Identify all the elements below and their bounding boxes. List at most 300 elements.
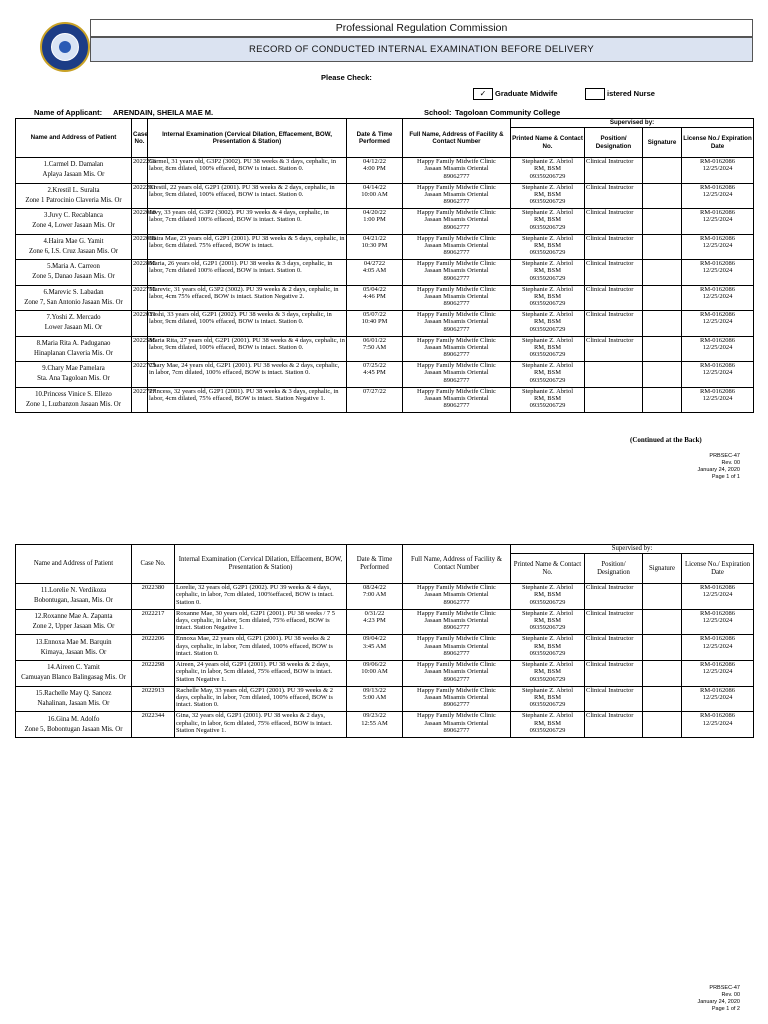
license-number: RM-0162086 (700, 661, 736, 669)
facility-name: Happy Family Midwife Clinic (417, 336, 496, 344)
supervisor-title: RM, BSM (533, 694, 562, 702)
license-number: RM-0162086 (700, 362, 736, 369)
facility-contact: 89062777 (443, 300, 470, 308)
col-header-license: License No./ Expiration Date (682, 128, 754, 158)
supervisor-contact: 09359206729 (529, 249, 566, 257)
patient-address: Zone 1 Patrocinio Claveria Mis. Or (25, 196, 122, 204)
patient-cell (16, 609, 132, 635)
col-header-printed: Printed Name & Contact No. (511, 128, 585, 158)
supervisor-cell (511, 635, 585, 661)
patient-address: Zone 6, I.S. Cruz Jasaan Mis. Or (28, 247, 119, 255)
facility-name: Happy Family Midwife Clinic (417, 686, 496, 694)
facility-name: Happy Family Midwife Clinic (417, 209, 496, 216)
patient-cell (16, 661, 132, 687)
supervisor-title: RM, BSM (533, 343, 562, 351)
patient-name: 11.Lorelie N. Verdikoza (40, 587, 107, 595)
date-time-cell (347, 234, 403, 260)
exam-time: 1:00 PM (363, 216, 386, 224)
patient-address: Hinaplanan Claveria Mis. Or (34, 349, 113, 357)
case-number: 2022913 (132, 686, 175, 712)
license-expiry: 12/25/2024 (702, 591, 733, 599)
date-time-cell (347, 336, 403, 362)
exam-time: 5:00 AM (362, 694, 387, 702)
exam-date: 09/06/22 (362, 661, 387, 669)
case-number: 2022217 (132, 609, 175, 635)
supervisor-cell (511, 387, 585, 413)
facility-contact: 89062777 (443, 223, 470, 231)
graduate-midwife-checkbox[interactable]: ✓ (473, 88, 493, 100)
date-time-cell (347, 158, 403, 184)
please-check-label: Please Check: (321, 73, 372, 82)
date-time-cell (347, 260, 403, 286)
license-expiry: 12/25/2024 (702, 394, 733, 402)
registered-nurse-checkbox[interactable] (585, 88, 605, 100)
facility-name: Happy Family Midwife Clinic (417, 661, 496, 669)
license-cell (682, 234, 754, 260)
signature-cell[interactable] (643, 158, 682, 184)
patient-cell (16, 260, 132, 286)
license-cell (682, 285, 754, 311)
signature-cell[interactable] (643, 686, 682, 712)
patient-cell (16, 712, 132, 738)
supervisor-contact: 09359206729 (529, 376, 566, 384)
patient-address: Zone 2, Upper Jasaan Mis. Or (32, 623, 115, 631)
supervisor-name: Stephanie Z. Abriol (521, 387, 574, 395)
position-cell: Clinical Instructor (585, 285, 643, 311)
license-number: RM-0162086 (700, 584, 736, 591)
license-cell (682, 584, 754, 610)
patient-name: 7.Yoshi Z. Mercado (46, 314, 101, 322)
exam-date: 04/2722 (363, 260, 386, 267)
date-time-cell (347, 661, 403, 687)
supervisor-title: RM, BSM (533, 394, 562, 402)
exam-date: 07/25/22 (362, 362, 387, 369)
exam-date: 04/20/22 (362, 209, 387, 216)
supervisor-name: Stephanie Z. Abriol (521, 336, 574, 344)
supervisor-cell (511, 234, 585, 260)
exam-date: 09/13/22 (362, 686, 387, 694)
prc-seal-logo (40, 22, 90, 72)
supervisor-cell (511, 362, 585, 388)
patient-address: Kimaya, Jasaan Mis. Or (40, 648, 107, 656)
signature-cell[interactable] (643, 609, 682, 635)
facility-cell (403, 609, 511, 635)
date-time-cell (347, 712, 403, 738)
col-header-facility: Full Name, Address of Facility & Contact Number (403, 545, 511, 584)
license-number: RM-0162086 (700, 209, 736, 216)
signature-cell[interactable] (643, 336, 682, 362)
exam-findings: Haira Mae, 23 years old, G2P1 (2001). PU 38 weeks & 5 days, cephalic, in labor, 6cm dilated. 75% effaced, BOW is intact. (148, 234, 347, 260)
exam-time: 10:30 PM (361, 241, 388, 249)
supervisor-name: Stephanie Z. Abriol (521, 686, 574, 694)
facility-address: Jasaan Misamis Oriental (424, 318, 489, 326)
supervisor-contact: 09359206729 (529, 300, 566, 308)
case-number: 2022725 (132, 362, 148, 388)
supervisor-name: Stephanie Z. Abriol (521, 285, 574, 293)
facility-name: Happy Family Midwife Clinic (417, 311, 496, 318)
license-expiry: 12/25/2024 (702, 292, 733, 300)
case-number: 2022727 (132, 387, 148, 413)
col-header-name: Name and Address of Patient (16, 545, 132, 584)
facility-cell (403, 285, 511, 311)
patient-address: Zone 7, San Antonio Jasaan Mis. Or (24, 298, 123, 306)
footer-page2: PRBSEC-47 Rev. 00 January 24, 2020 Page 1 of 2 (697, 985, 740, 1012)
patient-name: 13.Ennoxa Mae M. Barquin (35, 638, 112, 646)
patient-address: Bobontugan, Jasaan, Mis. Or (34, 597, 113, 605)
case-number: 2022206 (132, 635, 175, 661)
supervisor-contact: 09359206729 (529, 649, 566, 657)
facility-name: Happy Family Midwife Clinic (417, 285, 496, 293)
exam-findings: Gina, 32 years old, G2P1 (2001). PU 38 weeks & 2 days, cephalic, in labor, 6cm dilated, 75% effaced, BOW is intact. Station Negative 1. (175, 712, 347, 738)
facility-cell (403, 183, 511, 209)
facility-cell (403, 635, 511, 661)
case-number: 2022068 (132, 209, 148, 235)
table-row (16, 712, 754, 738)
license-number: RM-0162086 (700, 686, 736, 694)
date-time-cell (347, 387, 403, 413)
commission-title: Professional Regulation Commission (90, 19, 753, 37)
facility-name: Happy Family Midwife Clinic (417, 362, 496, 369)
signature-cell[interactable] (643, 362, 682, 388)
supervisor-name: Stephanie Z. Abriol (521, 183, 574, 191)
date-time-cell (347, 183, 403, 209)
exam-findings: Princess, 32 years old, G2P1 (2001). PU 38 weeks & 3 days, cephalic, in labor, 4cm dilated, 75% effaced, BOW is intact. Station Negative 1. (148, 387, 347, 413)
supervisor-name: Stephanie Z. Abriol (521, 209, 574, 216)
patient-cell (16, 584, 132, 610)
facility-name: Happy Family Midwife Clinic (417, 158, 496, 165)
date-time-cell (347, 311, 403, 337)
facility-name: Happy Family Midwife Clinic (417, 584, 496, 591)
footer-page1: PRBSEC-47 Rev. 00 January 24, 2020 Page 1 of 1 (697, 453, 740, 480)
license-expiry: 12/25/2024 (702, 369, 733, 377)
supervisor-name: Stephanie Z. Abriol (521, 234, 574, 242)
signature-cell[interactable] (643, 209, 682, 235)
exam-date: 09/23/22 (362, 712, 387, 720)
supervisor-title: RM, BSM (533, 241, 562, 249)
case-number: 2022344 (132, 712, 175, 738)
facility-cell (403, 712, 511, 738)
col-header-signature: Signature (643, 128, 682, 158)
patient-cell (16, 311, 132, 337)
facility-address: Jasaan Misamis Oriental (424, 216, 489, 224)
col-header-exam: Internal Examination (Cervical Dilation, Effacement, BOW, Presentation & Station) (175, 545, 347, 584)
supervisor-title: RM, BSM (533, 591, 562, 599)
license-cell (682, 712, 754, 738)
exam-time: 4:45 PM (363, 369, 386, 377)
signature-cell[interactable] (643, 311, 682, 337)
patient-cell (16, 183, 132, 209)
license-cell (682, 635, 754, 661)
col-header-exam: Internal Examination (Cervical Dilation, Effacement, BOW, Presentation & Station) (148, 119, 347, 158)
facility-contact: 89062777 (443, 198, 470, 206)
supervisor-title: RM, BSM (533, 719, 562, 727)
signature-cell[interactable] (643, 183, 682, 209)
exam-time: 4:05 AM (362, 267, 387, 275)
license-expiry: 12/25/2024 (702, 165, 733, 173)
exam-date: 06/01/22 (362, 336, 387, 344)
patient-name: 9.Chary Mae Pamelara (42, 365, 105, 373)
exam-findings: Carmel, 31 years old, G3P2 (3002). PU 38 weeks & 3 days, cephalic, in labor, 8cm dilated, 100% effaced, BOW is intact. Station 0. (148, 158, 347, 184)
facility-address: Jasaan Misamis Oriental (424, 591, 489, 599)
license-expiry: 12/25/2024 (702, 719, 733, 727)
patient-name: 2.Krestil L. Suralta (47, 186, 100, 194)
facility-cell (403, 260, 511, 286)
col-header-supervised: Supervised by: (511, 545, 754, 554)
school-name: Tagoloan Community College (455, 108, 561, 117)
facility-cell (403, 311, 511, 337)
col-header-position: Position/ Designation (585, 554, 643, 584)
table-row (16, 311, 754, 337)
exam-time: 4:00 PM (363, 165, 386, 173)
facility-name: Happy Family Midwife Clinic (417, 387, 496, 395)
facility-address: Jasaan Misamis Oriental (424, 616, 489, 624)
case-number: 2022256 (132, 158, 148, 184)
table-row (16, 387, 754, 413)
supervisor-cell (511, 584, 585, 610)
supervisor-name: Stephanie Z. Abriol (521, 584, 574, 591)
signature-cell[interactable] (643, 285, 682, 311)
facility-contact: 89062777 (443, 325, 470, 333)
patient-cell (16, 209, 132, 235)
table-row (16, 362, 754, 388)
supervisor-name: Stephanie Z. Abriol (521, 609, 574, 617)
table-row (16, 336, 754, 362)
facility-address: Jasaan Misamis Oriental (424, 394, 489, 402)
position-cell: Clinical Instructor (585, 209, 643, 235)
exam-date: 05/04/22 (362, 285, 387, 293)
facility-contact: 89062777 (443, 649, 470, 657)
supervisor-contact: 09359206729 (529, 223, 566, 231)
exam-findings: Rachelle May, 33 years old, G2P1 (2001). PU 39 weeks & 2 days, cephalic, in labor, 7cm dilated, 100% effaced, BOW is intact. Station 0. (175, 686, 347, 712)
facility-contact: 89062777 (443, 274, 470, 282)
date-time-cell (347, 584, 403, 610)
patient-address: Nahalinan, Jasaan Mis. Or (37, 700, 110, 708)
position-cell: Clinical Instructor (585, 712, 643, 738)
exam-time: 4:46 PM (363, 292, 386, 300)
license-cell (682, 387, 754, 413)
patient-cell (16, 336, 132, 362)
license-number: RM-0162086 (700, 609, 736, 617)
patient-address: Zone 1, Luzbanzon Jasaan Mis. Or (26, 400, 121, 408)
supervisor-title: RM, BSM (533, 616, 562, 624)
facility-cell (403, 362, 511, 388)
license-expiry: 12/25/2024 (702, 642, 733, 650)
col-header-position: Position/ Designation (585, 128, 643, 158)
facility-address: Jasaan Misamis Oriental (424, 267, 489, 275)
patient-address: Zone 4, Lower Jasaan Mis. Or (32, 222, 115, 230)
facility-contact: 89062777 (443, 598, 470, 606)
supervisor-cell (511, 183, 585, 209)
signature-cell[interactable] (643, 712, 682, 738)
license-expiry: 12/25/2024 (702, 267, 733, 275)
facility-name: Happy Family Midwife Clinic (417, 260, 496, 267)
exam-time: 7:00 AM (362, 591, 387, 599)
license-expiry: 12/25/2024 (702, 616, 733, 624)
facility-contact: 89062777 (443, 376, 470, 384)
exam-date: 0/31/22 (364, 609, 385, 617)
exam-time: 10:40 PM (361, 318, 388, 326)
position-cell: Clinical Instructor (585, 311, 643, 337)
license-cell (682, 609, 754, 635)
supervisor-cell (511, 609, 585, 635)
license-cell (682, 209, 754, 235)
supervisor-cell (511, 686, 585, 712)
position-cell (585, 362, 643, 388)
supervisor-contact: 09359206729 (529, 598, 566, 606)
license-expiry: 12/25/2024 (702, 694, 733, 702)
exam-time: 4:23 PM (363, 616, 386, 624)
position-cell: Clinical Instructor (585, 183, 643, 209)
supervisor-title: RM, BSM (533, 369, 562, 377)
supervisor-cell (511, 285, 585, 311)
facility-name: Happy Family Midwife Clinic (417, 234, 496, 242)
supervisor-title: RM, BSM (533, 642, 562, 650)
license-expiry: 12/25/2024 (702, 343, 733, 351)
exam-date: 05/07/22 (362, 311, 387, 318)
table-row (16, 661, 754, 687)
facility-name: Happy Family Midwife Clinic (417, 609, 496, 617)
table-row (16, 584, 754, 610)
facility-contact: 89062777 (443, 727, 470, 735)
signature-cell[interactable] (643, 387, 682, 413)
patient-name: 16.Gina M. Adolfo (47, 715, 100, 723)
facility-name: Happy Family Midwife Clinic (417, 712, 496, 720)
position-cell: Clinical Instructor (585, 686, 643, 712)
case-number: 2022772 (132, 285, 148, 311)
license-number: RM-0162086 (700, 336, 736, 344)
facility-cell (403, 661, 511, 687)
license-cell (682, 158, 754, 184)
facility-contact: 89062777 (443, 402, 470, 410)
facility-address: Jasaan Misamis Oriental (424, 343, 489, 351)
patient-name: 12.Roxanne Mae A. Zapanta (34, 613, 113, 621)
position-cell: Clinical Instructor (585, 336, 643, 362)
supervisor-cell (511, 661, 585, 687)
position-cell: Clinical Instructor (585, 635, 643, 661)
supervisor-cell (511, 209, 585, 235)
supervisor-name: Stephanie Z. Abriol (521, 260, 574, 267)
exam-time: 3:45 AM (362, 642, 387, 650)
col-header-case: Case No. (132, 545, 175, 584)
case-number: 2022201 (132, 183, 148, 209)
signature-cell[interactable] (643, 661, 682, 687)
patient-name: 3.Juvy C. Recablanca (44, 212, 103, 220)
exam-findings: Marevic, 31 years old, G3P2 (3002). PU 39 weeks & 2 days, cephalic, in labor, 4cm 75% effaced, BOW is intact. Station Negative 2. (148, 285, 347, 311)
signature-cell[interactable] (643, 584, 682, 610)
col-header-name: Name and Address of Patient (16, 119, 132, 158)
facility-cell (403, 387, 511, 413)
supervisor-title: RM, BSM (533, 292, 562, 300)
table-row (16, 635, 754, 661)
col-header-date: Date & Time Performed (347, 545, 403, 584)
case-number: 2022585 (132, 336, 148, 362)
facility-address: Jasaan Misamis Oriental (424, 719, 489, 727)
supervisor-contact: 09359206729 (529, 701, 566, 709)
exam-findings: Lorelie, 32 years old, G2P1 (2002). PU 39 weeks & 4 days, cephalic, in labor, 7cm dilated, 100%effaced, BOW is intact. Station 0. (175, 584, 347, 610)
patient-cell (16, 234, 132, 260)
license-expiry: 12/25/2024 (702, 668, 733, 676)
date-time-cell (347, 362, 403, 388)
supervisor-cell (511, 158, 585, 184)
supervisor-contact: 09359206729 (529, 274, 566, 282)
signature-cell[interactable] (643, 635, 682, 661)
col-header-supervised: Supervised by: (511, 119, 754, 128)
patient-cell (16, 686, 132, 712)
patient-name: 14.Aireen C. Yamit (47, 664, 100, 672)
exam-time: 10:00 AM (361, 190, 388, 198)
facility-contact: 89062777 (443, 624, 470, 632)
facility-contact: 89062777 (443, 249, 470, 257)
facility-address: Jasaan Misamis Oriental (424, 642, 489, 650)
supervisor-cell (511, 712, 585, 738)
date-time-cell (347, 686, 403, 712)
supervisor-contact: 09359206729 (529, 727, 566, 735)
school-label: School: (424, 108, 452, 117)
license-number: RM-0162086 (700, 260, 736, 267)
col-header-case: Case No. (132, 119, 148, 158)
supervisor-title: RM, BSM (533, 190, 562, 198)
facility-contact: 89062777 (443, 351, 470, 359)
case-number: 2022021 (132, 311, 148, 337)
patient-name: 6.Marevic S. Labadan (43, 288, 104, 296)
patient-name: 1.Carmel D. Damalan (43, 161, 104, 169)
patient-cell (16, 362, 132, 388)
supervisor-name: Stephanie Z. Abriol (521, 158, 574, 165)
exam-findings: Juvy, 33 years old, G3P2 (3002). PU 39 weeks & 4 days, cephalic, in labor, 7cm dilated 100% effaced, BOW is intact. Station 0. (148, 209, 347, 235)
exam-time: 12:55 AM (361, 719, 388, 727)
patient-name: 5.Maria A. Carreon (47, 263, 100, 271)
supervisor-cell (511, 336, 585, 362)
col-header-date: Date & Time Performed (347, 119, 403, 158)
facility-address: Jasaan Misamis Oriental (424, 241, 489, 249)
table-row (16, 234, 754, 260)
signature-cell[interactable] (643, 234, 682, 260)
exam-findings: Ennoxa Mae, 22 years old, G2P1 (2001). PU 38 weeks & 2 days, cephalic, in labor, 7cm dilated, 100% effaced, BOW is intact. Station 0. (175, 635, 347, 661)
facility-cell (403, 209, 511, 235)
supervisor-title: RM, BSM (533, 165, 562, 173)
facility-name: Happy Family Midwife Clinic (417, 635, 496, 643)
position-cell: Clinical Instructor (585, 661, 643, 687)
supervisor-contact: 09359206729 (529, 351, 566, 359)
table-row (16, 285, 754, 311)
date-time-cell (347, 285, 403, 311)
license-cell (682, 362, 754, 388)
col-header-printed: Printed Name & Contact No. (511, 554, 585, 584)
exam-findings: Aireen, 24 years old, G2P1 (2001). PU 38 weeks & 2 days, cephalic, in labor, 5cm dilated, 75% effaced, BOW is intact. Station Negative 1. (175, 661, 347, 687)
facility-address: Jasaan Misamis Oriental (424, 668, 489, 676)
patient-address: Camuayan Blanco Balingasag Mis. Or (21, 674, 126, 682)
patient-address: Aplaya Jasaan Mis. Or (42, 171, 105, 179)
patient-cell (16, 635, 132, 661)
col-header-signature: Signature (643, 554, 682, 584)
license-number: RM-0162086 (700, 635, 736, 643)
patient-cell (16, 285, 132, 311)
facility-cell (403, 234, 511, 260)
signature-cell[interactable] (643, 260, 682, 286)
facility-contact: 89062777 (443, 675, 470, 683)
license-cell (682, 311, 754, 337)
exam-date: 04/21/22 (362, 234, 387, 242)
case-number: 2022068 (132, 234, 148, 260)
license-expiry: 12/25/2024 (702, 241, 733, 249)
patient-name: 10.Princess Vinice S. Ellezo (35, 390, 112, 398)
patient-address: Sta. Ana Tagoloan Mis. Or (37, 375, 110, 383)
patient-address: Zone 5, Danao Jasaan Mis. Or (32, 273, 115, 281)
license-number: RM-0162086 (700, 158, 736, 165)
supervisor-contact: 09359206729 (529, 198, 566, 206)
patient-cell (16, 387, 132, 413)
table-row (16, 209, 754, 235)
